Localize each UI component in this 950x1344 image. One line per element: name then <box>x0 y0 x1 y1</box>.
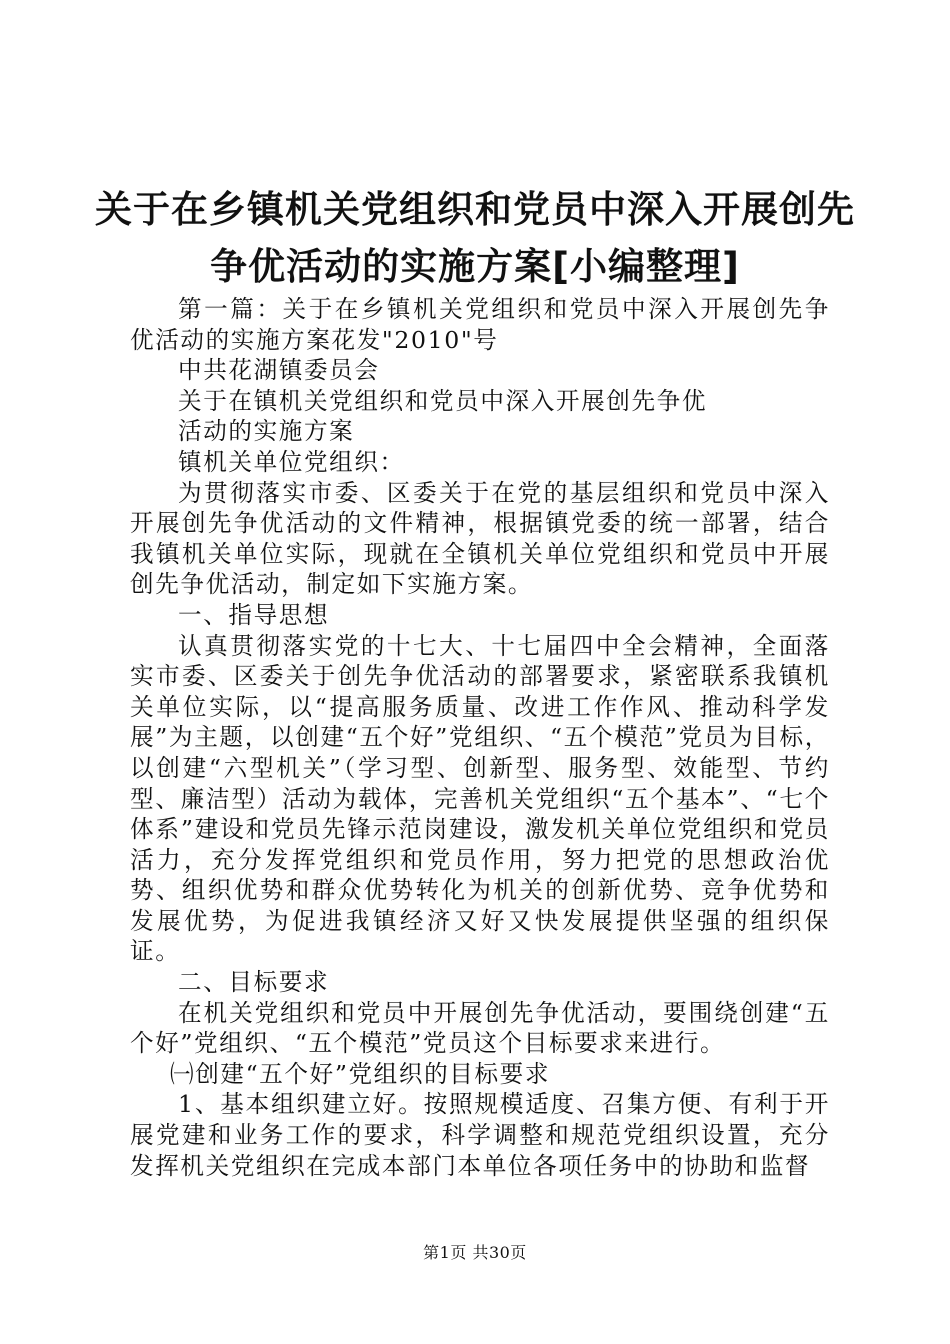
page-footer-number: 第1页 共30页 <box>423 1243 527 1262</box>
document-title-line-2: 争优活动的实施方案[小编整理] <box>210 245 740 288</box>
paragraph-addressee: 镇机关单位党组织： <box>178 447 405 476</box>
section-heading-guiding-ideology: 一、指导思想 <box>178 600 330 629</box>
paragraph-issuer: 中共花湖镇委员会 <box>178 356 380 385</box>
paragraph-subtitle-1: 关于在镇机关党组织和党员中深入开展创先争优 <box>178 386 708 415</box>
subsection-heading-five-good: ㈠创建“五个好”党组织的目标要求 <box>170 1059 551 1088</box>
paragraph-intro: 为贯彻落实市委、区委关于在党的基层组织和党员中深入开展创先争优活动的文件精神，根据镇党委的统一部署，结合我镇机关单位实际，现就在全镇机关单位党组织和党员中开展创先争优活动，制定如下实施方案。 <box>130 478 830 599</box>
document-body <box>130 294 830 1181</box>
section-heading-goals: 二、目标要求 <box>178 968 330 997</box>
paragraph-guiding-ideology: 认真贯彻落实党的十七大、十七届四中全会精神，全面落实市委、区委关于创先争优活动的部署要求，紧密联系我镇机关单位实际，以“提高服务质量、改进工作作风、推动科学发展”为主题，以创建“五个好”党组织、“五个模范”党员为目标，以创建“六型机关”（学习型、创新型、服务型、效能型、节约型、廉洁型）活动为载体，完善机关党组织“五个基本”、“七个体系”建设和党员先锋示范岗建设，激发机关单位党组织和党员活力，充分发挥党组织和党员作用，努力把党的思想政治优势、组织优势和群众优势转化为机关的创新优势、竞争优势和发展优势，为促进我镇经济又好又快发展提供坚强的组织保证。 <box>130 631 830 966</box>
document-title-line-1: 关于在乡镇机关党组织和党员中深入开展创先 <box>95 188 855 231</box>
paragraph-goals: 在机关党组织和党员中开展创先争优活动，要围绕创建“五个好”党组织、“五个模范”党员这个目标要求来进行。 <box>130 998 830 1058</box>
paragraph-chapter-heading: 第一篇：关于在乡镇机关党组织和党员中深入开展创先争优活动的实施方案花发"2010"号 <box>130 295 830 354</box>
paragraph-basic-organization: 1、基本组织建立好。按照规模适度、召集方便、有利于开展党建和业务工作的要求，科学调整和规范党组织设置，充分发挥机关党组织在完成本部门本单位各项任务中的协助和监督 <box>130 1090 830 1180</box>
paragraph-subtitle-2: 活动的实施方案 <box>178 417 355 446</box>
